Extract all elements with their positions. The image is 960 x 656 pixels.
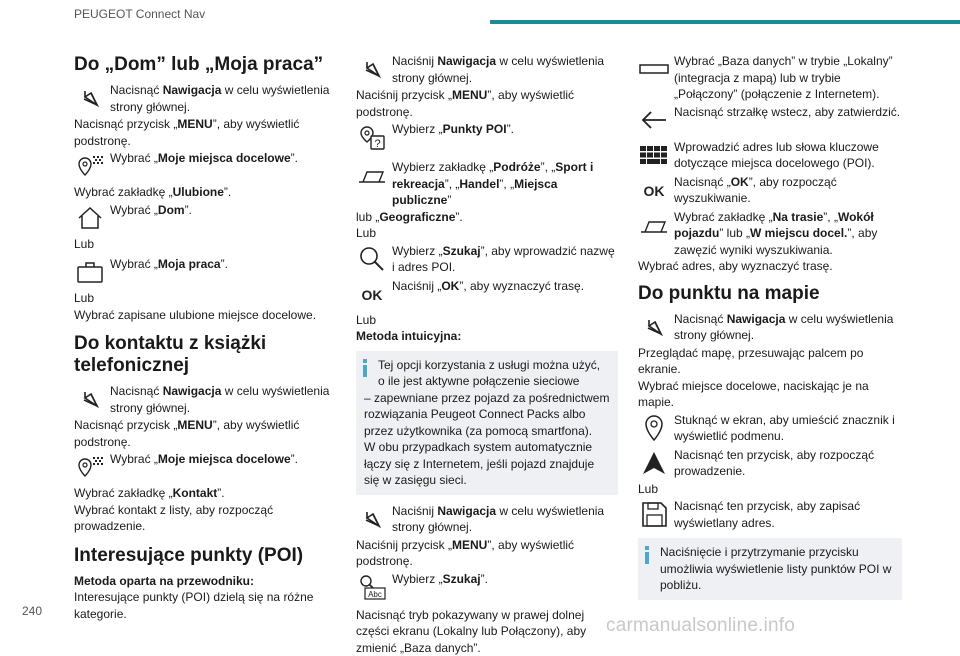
- svg-text:?: ?: [374, 138, 380, 150]
- step-menu: Naciśnij przycisk „MENU”, aby wyświetlić podstronę.: [356, 537, 618, 570]
- column-1: [74, 52, 336, 622]
- step-back: Nacisnąć strzałkę wstecz, aby zatwierdzić.: [638, 104, 902, 138]
- or-text: Lub: [74, 236, 336, 253]
- step-ok-search: OK Nacisnąć „OK”, aby rozpocząć wyszukiwanie.: [638, 174, 902, 208]
- step-categories: Wybierz zakładkę „Podróże”, „Sport i rekreacja”, „Handel”, „Miejsca publiczne”: [356, 159, 618, 209]
- step-save-address: Nacisnąć ten przycisk, aby zapisać wyświetlany adres.: [638, 498, 902, 532]
- search-abc-icon: [356, 571, 388, 603]
- or-text: Lub: [356, 312, 618, 329]
- navigation-arrow-icon: [74, 383, 106, 415]
- poi-categories-text: Interesujące punkty (POI) dzielą się na różne kategorie.: [74, 589, 336, 622]
- svg-text:Abc: Abc: [368, 590, 382, 599]
- step-menu: Nacisnąć przycisk „MENU”, aby wyświetlić podstronę.: [74, 116, 336, 149]
- heading-map-point: Do punktu na mapie: [638, 283, 902, 305]
- poi-pin-question-icon: [356, 121, 388, 153]
- step-favorites-tab: Wybrać zakładkę „Ulubione”.: [74, 184, 336, 201]
- search-icon: [356, 243, 388, 275]
- step-navigation: Nacisnąć Nawigacja w celu wyświetlenia strony głównej.: [74, 82, 336, 116]
- map-pin-grid-icon: [74, 150, 106, 182]
- heading-poi: Interesujące punkty (POI): [74, 545, 336, 567]
- step-search-abc: Abc Wybierz „Szukaj”.: [356, 571, 618, 605]
- navigation-arrow-icon: [638, 311, 670, 343]
- page-number: 240: [22, 604, 42, 618]
- step-database: Wybrać „Baza danych” w trybie „Lokalny” (integracja z mapą) lub w trybie „Połączony” (połączenie z Internetem).: [638, 53, 902, 103]
- step-home: Wybrać „Dom”.: [74, 202, 336, 236]
- step-poi: ? Wybierz „Punkty POI”.: [356, 121, 618, 155]
- step-navigation: Naciśnij Nawigacja w celu wyświetlenia strony głównej.: [356, 503, 618, 537]
- or-text: Lub: [638, 481, 902, 498]
- step-select-destination: Wybrać miejsce docelowe, naciskając je na mapie.: [638, 378, 902, 411]
- guidance-arrow-icon: [638, 447, 670, 479]
- info-icon: [362, 359, 368, 377]
- step-choose-address: Wybrać adres, aby wyznaczyć trasę.: [638, 258, 902, 275]
- step-navigation: Nacisnąć Nawigacja w celu wyświetlenia strony głównej.: [638, 311, 902, 345]
- info-icon: [644, 546, 650, 564]
- step-mode: Nacisnąć tryb pokazywany w prawej dolnej części ekranu (Lokalny lub Połączony), aby zmienić „Baza danych”.: [356, 607, 618, 656]
- guided-method-label: Metoda oparta na przewodniku:: [74, 573, 336, 590]
- header-title: PEUGEOT Connect Nav: [74, 7, 205, 21]
- column-3: [638, 52, 902, 608]
- tab-selector-icon: [638, 209, 670, 241]
- step-my-destinations: Wybrać „Moje miejsca docelowe”.: [74, 451, 336, 485]
- step-keywords: Wprowadzić adres lub słowa kluczowe dotyczące miejsca docelowego (POI).: [638, 139, 902, 173]
- step-choose-contact: Wybrać kontakt z listy, aby rozpocząć prowadzenie.: [74, 502, 336, 535]
- step-ok: OK Naciśnij „OK”, aby wyznaczyć trasę.: [356, 278, 618, 312]
- step-saved-favorite: Wybrać zapisane ulubione miejsce docelowe.: [74, 307, 336, 324]
- step-search: Wybierz „Szukaj”, aby wprowadzić nazwę i adres POI.: [356, 243, 618, 277]
- step-navigation: Nacisnąć Nawigacja w celu wyświetlenia strony głównej.: [74, 383, 336, 417]
- heading-contact: Do kontaktu z książki telefonicznej: [74, 333, 336, 377]
- toggle-bar-icon: [638, 53, 670, 85]
- map-pin-grid-icon: [74, 451, 106, 483]
- step-start-guidance: Nacisnąć ten przycisk, aby rozpocząć prowadzenie.: [638, 447, 902, 481]
- step-place-marker: Stuknąć w ekran, aby umieścić znacznik i wyświetlić podmenu.: [638, 412, 902, 446]
- step-menu: Naciśnij przycisk „MENU”, aby wyświetlić podstronę.: [356, 87, 618, 120]
- step-contact-tab: Wybrać zakładkę „Kontakt”.: [74, 485, 336, 502]
- step-navigation: Naciśnij Nawigacja w celu wyświetlenia strony głównej.: [356, 53, 618, 87]
- ok-button-icon: [356, 278, 388, 310]
- save-icon: [638, 498, 670, 530]
- navigation-arrow-icon: [356, 503, 388, 535]
- svg-text:OK: OK: [362, 287, 383, 303]
- step-work: Wybrać „Moja praca”.: [74, 256, 336, 290]
- heading-home-work: Do „Dom” lub „Moja praca”: [74, 54, 336, 76]
- or-text: Lub: [356, 225, 618, 242]
- keyboard-icon: [638, 139, 670, 171]
- header-accent-bar: [490, 20, 960, 24]
- step-menu: Nacisnąć przycisk „MENU”, aby wyświetlić podstronę.: [74, 417, 336, 450]
- step-geographic: lub „Geograficzne”.: [356, 209, 618, 226]
- back-arrow-icon: [638, 104, 670, 136]
- info-note: Naciśnięcie i przytrzymanie przycisku umożliwia wyświetlenie listy punktów POI w pobliżu.: [638, 538, 902, 600]
- ok-button-icon: [638, 174, 670, 206]
- info-note: Tej opcji korzystania z usługi można użyć, o ile jest aktywne połączenie sieciowe – zapewniane przez pojazd za pośrednictwem rozwiązania Peugeot Connect Packs albo przez użytkownika (za pomocą smartfona). W obu przypadkach system automatycznie łączy się z Internetem, jeśli pojazd znajduje się w zasięgu sieci.: [356, 351, 618, 495]
- or-text: Lub: [74, 290, 336, 307]
- column-2: [356, 52, 618, 656]
- watermark: carmanualsonline.info: [606, 615, 795, 637]
- navigation-arrow-icon: [74, 82, 106, 114]
- step-filter-tabs: Wybrać zakładkę „Na trasie”, „Wokół pojazdu” lub „W miejscu docel.”, aby zawęzić wyniki wyszukiwania.: [638, 209, 902, 259]
- intuitive-method-label: Metoda intuicyjna:: [356, 328, 618, 345]
- map-pin-icon: [638, 412, 670, 444]
- svg-text:OK: OK: [644, 183, 665, 199]
- briefcase-icon: [74, 256, 106, 288]
- step-my-destinations: Wybrać „Moje miejsca docelowe”.: [74, 150, 336, 184]
- step-browse-map: Przeglądać mapę, przesuwając palcem po ekranie.: [638, 345, 902, 378]
- tab-selector-icon: [356, 159, 388, 191]
- home-icon: [74, 202, 106, 234]
- navigation-arrow-icon: [356, 53, 388, 85]
